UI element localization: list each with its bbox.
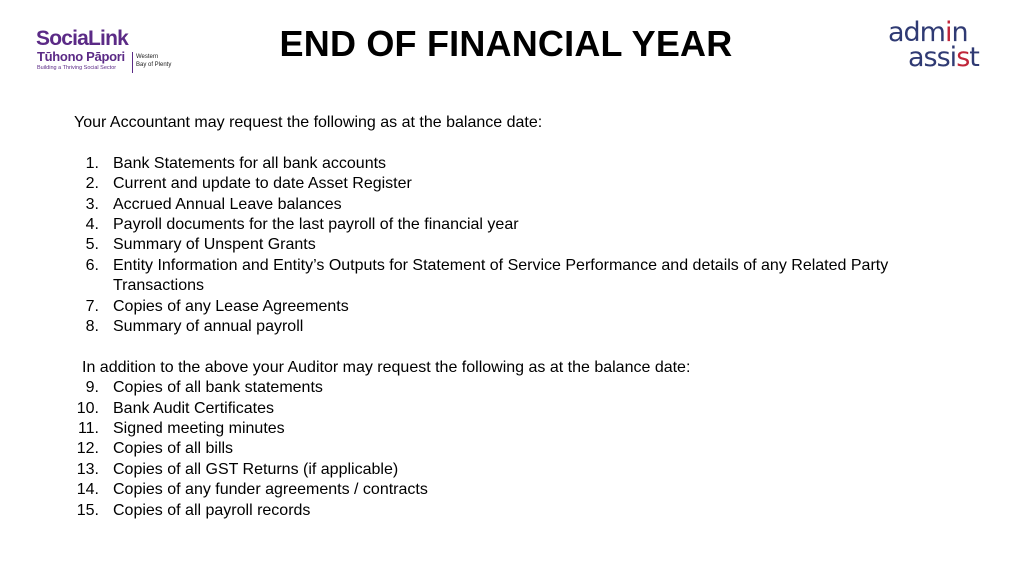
socialink-region-line2: Bay of Plenty [136,62,172,68]
list-item [74,501,974,521]
list-item-text: Signed meeting minutes [113,420,285,438]
list-item-text: Summary of annual payroll [113,318,304,336]
list-item [74,195,974,215]
page-title: END OF FINANCIAL YEAR [279,23,733,64]
document-body [74,113,974,521]
list-item [74,235,974,255]
list-item-text: Entity Information and Entity’s Outputs for Statement of Service Performance and details of any Related Party Transactions [113,256,889,295]
list-item [74,317,974,337]
list-item-number: 4. [85,216,99,234]
list-item-number: 6. [85,256,99,274]
list-item [74,460,974,480]
list-item-text: Copies of any Lease Agreements [113,297,349,315]
socialink-region-line1: Western [136,54,159,60]
list-item-number: 12. [76,440,99,458]
list-item [74,297,974,317]
auditor-intro: In addition to the above your Auditor may request the following as at the balance date: [82,358,691,376]
list-item-text: Copies of all payroll records [113,501,311,519]
list-item-number: 13. [76,460,99,478]
list-item [74,480,974,500]
accountant-intro: Your Accountant may request the following as at the balance date: [74,114,543,131]
list-item-number: 3. [85,195,99,213]
list-item-number: 10. [76,399,99,417]
accountant-list [74,154,974,338]
list-item-text: Summary of Unspent Grants [113,236,316,254]
list-item-number: 9. [85,379,99,397]
list-item [74,256,974,297]
admin-assist-logo-line1: admin [888,17,968,48]
list-item-number: 14. [76,481,99,499]
list-item-text: Copies of all GST Returns (if applicable) [113,460,399,478]
list-item [74,399,974,419]
list-item [74,215,974,235]
socialink-logo-name: SociaLink [36,27,128,50]
list-item-text: Payroll documents for the last payroll of the financial year [113,216,519,234]
spacer [74,337,974,357]
admin-assist-logo-line2: assist [908,42,979,73]
list-item-number: 1. [85,154,99,172]
list-item-text: Copies of all bank statements [113,379,323,397]
socialink-logo-tagline: Building a Thriving Social Sector [37,65,117,71]
socialink-logo-maori-name: Tūhono Pāpori [37,49,125,64]
list-item [74,378,974,398]
list-item-number: 5. [85,236,99,254]
spacer [74,133,974,153]
list-item-text: Current and update to date Asset Register [113,175,412,193]
list-item-number: 8. [85,318,99,336]
list-item-text: Accrued Annual Leave balances [113,195,342,213]
admin-assist-logo [886,16,996,76]
list-item [74,419,974,439]
list-item [74,439,974,459]
list-item [74,154,974,174]
list-item-number: 11. [77,420,99,438]
list-item [74,174,974,194]
list-item-text: Copies of all bills [113,440,234,458]
list-item-text: Bank Audit Certificates [113,399,274,417]
list-item-text: Bank Statements for all bank accounts [113,154,387,172]
list-item-text: Copies of any funder agreements / contracts [113,481,428,499]
list-item-number: 2. [85,175,99,193]
list-item-number: 15. [76,501,99,519]
auditor-list [74,378,974,521]
list-item-number: 7. [85,297,99,315]
